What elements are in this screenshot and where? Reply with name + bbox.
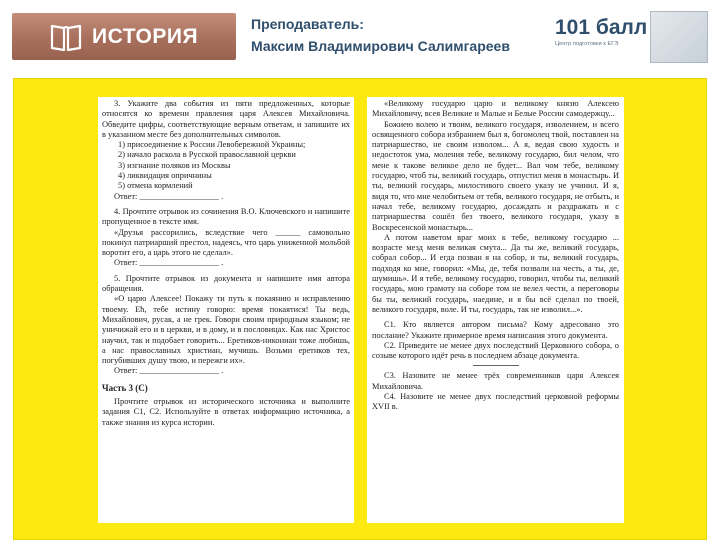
question-c2: С2. Приведите не менее двух последствий Церковного собора, о созыве которого идёт речь в последнем абзаце документа. <box>372 340 619 361</box>
task-3-option-5: 5) отмена кормлений <box>118 181 193 191</box>
content-panel <box>13 78 707 540</box>
question-c4: С4. Назовите не менее двух последствий церковной реформы XVII в. <box>372 392 619 412</box>
task-3-answer: Ответ: ___________________ . <box>114 191 224 201</box>
teacher-name: Максим Владимирович Салимгареев <box>251 38 510 54</box>
part-3-title: Часть 3 (С) <box>102 382 148 393</box>
part-3-instructions: Прочтите отрывок из исторического источника и выполните задания С1, С2. Используйте в ответах информацию источника, а также знания из курса истории. <box>102 397 350 427</box>
task-4-text: 4. Прочтите отрывок из сочинения В.О. Ключевского и напишите пропущенное в тексте имя. <box>102 206 350 227</box>
teacher-block <box>251 16 510 56</box>
subject-title: ИСТОРИЯ <box>92 24 199 48</box>
source-paragraph-3: А потом наветом враг моих к тебе, великому государю ... возрасте мезд меня великая смута... Да ты же, великий государь, собрал собор... И егда позван я на собор, и ты, великий государь, подходя ко мне, говорил: «Мы, де, тебя позвали на честь, а ты, де, шумишь». И я тебе, великому государю, говорил, чтобы ты, великий государь, мою грамоту на соборе том не велел чести, а переговоры бы ты, великий государь, наедине, и я бы всё сделал по твоей, великого государя, воле. И ты, государь, так не изволил...». <box>372 232 619 314</box>
brand-title: 101 балл <box>555 16 648 39</box>
brand-block <box>555 17 647 47</box>
task-3-option-4: 4) ликвидация опричнины <box>118 171 212 181</box>
source-paragraph-2: Божиею волею и твоим, великого государя, изволением, и всего освященного собора избранием был я, богомолец твой, поставлен на патриаршество, не своим изволом... А я, ведая свою худость и недостоток ума, моления тебе, великому государю, бил челом, что мене к такове великое дело не будет... Вал чом тебе, великому государю, чтоб ты, великий государь, отпустил меня в монастырь. И ты, великий государь, милостивого своего указу не учинил. И я, видя то, что мне челобитьем от тебя, великого государя, не отбыть, и начал тебе, великому государю, досаждать и раздражать и с патриаршества сошёл без твоего, великого государя, указу в Воскресенской монастырь... <box>372 119 619 232</box>
slide-header <box>0 0 720 70</box>
subject-logo <box>12 13 236 60</box>
book-icon <box>50 22 82 52</box>
brand-subtitle: Центр подготовки к ЕГЭ <box>555 41 619 47</box>
question-c1: С1. Кто является автором письма? Кому адресовано это послание? Укажите примерное время написания этого документа. <box>372 320 619 340</box>
task-3-option-2: 2) начало раскола в Русской православной церкви <box>118 150 296 160</box>
task-5-quote: «О царю Алексее! Покажу ти путь к покаянию и исправлению твоему. Еħ, тебе истину говорю: время покаятися! Ты ведь, Михайлович, русак, а не грек. Говори своим природным языком; не уничижай его и в церкви, и в дому, и в пословицах. Как нас Христос научил, так и подобает говорить... Еретиков-никониан тоже любишь, а нас православных христиан, мучишь. Возьми еретиков тех, погубивших душу твою, и пережги их». <box>102 294 350 366</box>
question-c3: С3. Назовите не менее трёх современников царя Алексея Михайловича. <box>372 371 619 391</box>
task-3-options <box>102 140 350 191</box>
section-divider <box>473 365 519 366</box>
task-3-option-3: 3) изгнание поляков из Москвы <box>118 160 231 170</box>
right-page <box>367 97 624 523</box>
task-3-option-1: 1) присоединение к России Левобережной Украины; <box>118 140 306 150</box>
task-3-text: 3. Укажите два события из пяти предложенных, которые относятся ко времени правления царя Алексея Михайловича. Обведите цифры, соответствующие верным ответам, и запишите их в указанном месте без дополнительных символов. <box>102 99 350 139</box>
source-paragraph-1: «Великому государю царю и великому князю Алексею Михайловичу, всея Великие и Малые и Белые России самодержцу... <box>372 99 619 119</box>
task-4-quote: «Друзья рассорились, вследствие чего ______ самовольно покинул патриарший престол, надеясь, что царь униженной мольбой воротит его, а царь этого не сделал». <box>102 227 350 258</box>
corner-thumbnail <box>650 11 708 63</box>
left-page <box>98 97 354 523</box>
teacher-role: Преподаватель: <box>251 16 364 32</box>
task-5-text: 5. Прочтите отрывок из документа и напишите имя автора обращения. <box>102 273 350 294</box>
task-4-answer: Ответ: ___________________ . <box>114 258 224 268</box>
task-5-answer: Ответ: ___________________ . <box>114 366 224 376</box>
